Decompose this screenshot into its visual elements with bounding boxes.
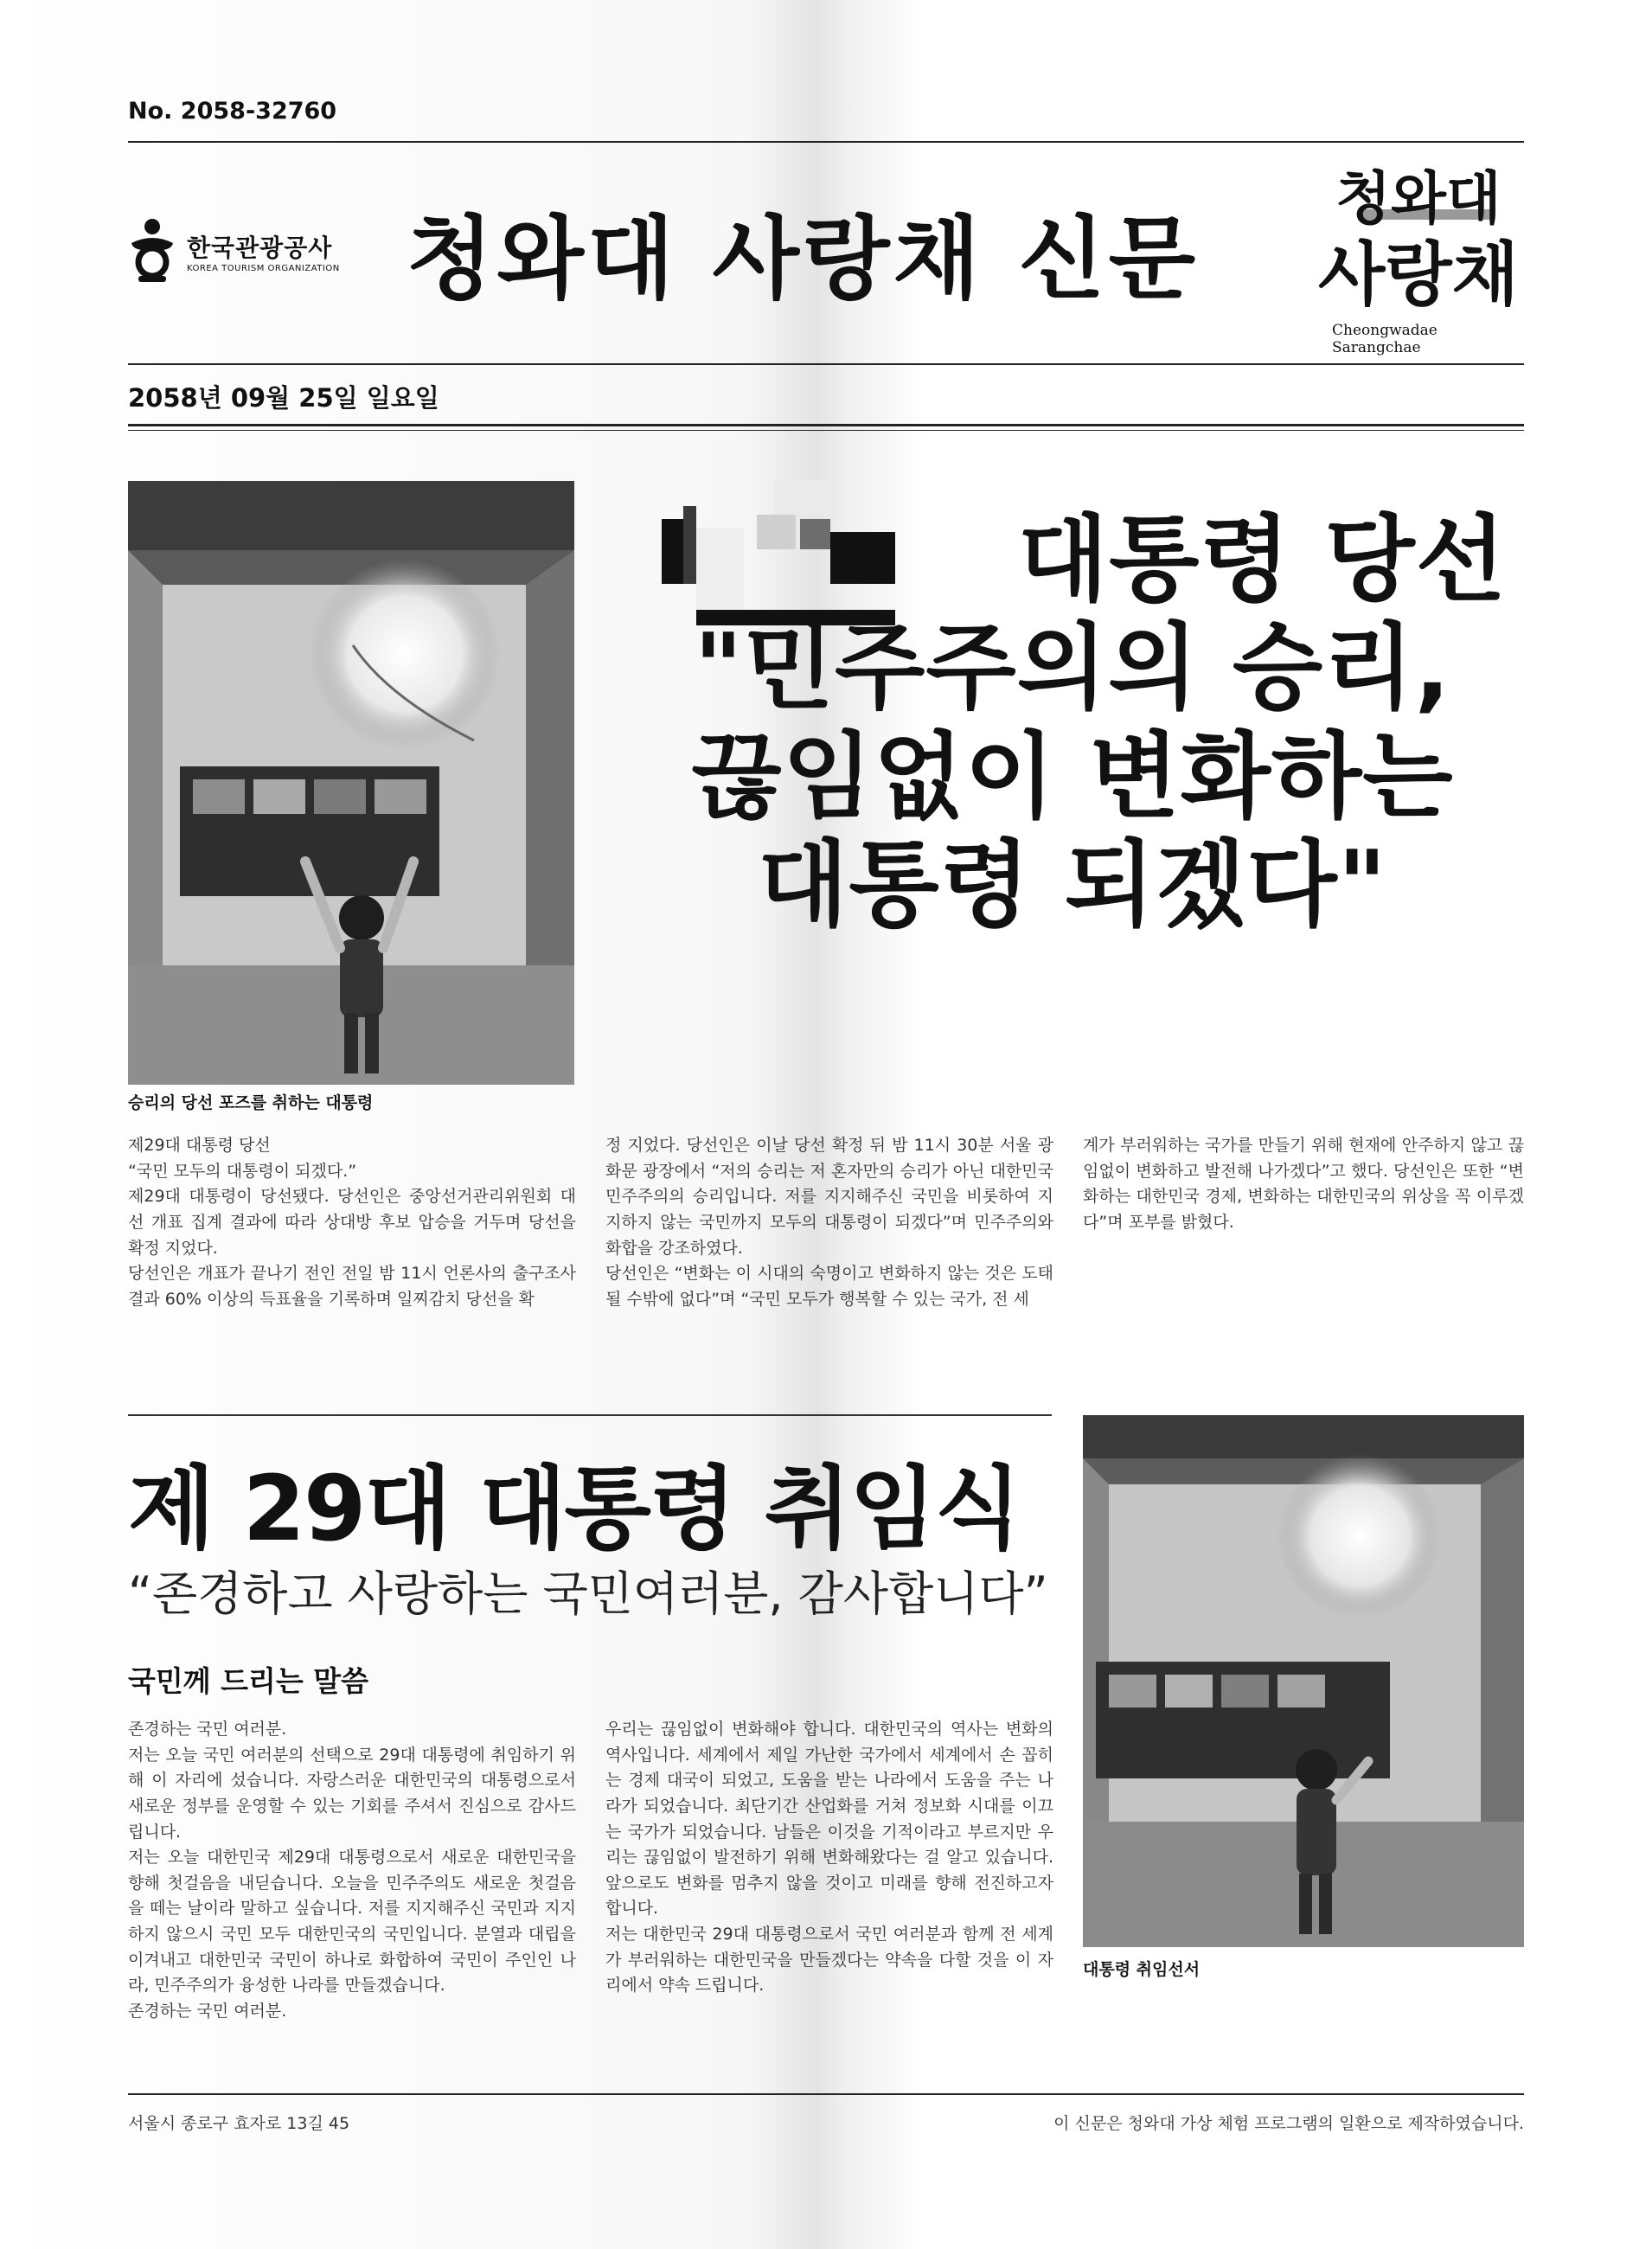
footer-note: 이 신문은 청와대 가상 체험 프로그램의 일환으로 제작하였습니다. [1053,2114,1524,2133]
kto-logo [128,212,353,290]
svg-text:사랑채: 사랑채 [1318,234,1519,315]
speech-col1-p2: 저는 오늘 국민 여러분의 선택으로 29대 대통령에 취임하기 위해 이 자리에 섰습니다. 자랑스러운 대한민국의 대통령으로서 새로운 정부를 운영할 수 있는 기회를 주셔서 진심으로 감사드립니다. [128,1745,576,1842]
speech-col2-p1: 우리는 끊임없이 변화해야 합니다. 대한민국의 역사는 변화의 역사입니다. 세계에서 제일 가난한 국가에서 세계에서 손 꼽히는 경제 대국이 되었고, 도움을 받는 나라에서 도움을 주는 나라가 되었습니다. 최단기간 산업화를 거쳐 정보화 시대를 이끄는 국가가 되었습니다. 남들은 이것을 기적이라고 부르지만 우리는 끊임없이 발전하기 위해 변화해왔다는 걸 알고 있습니다. 앞으로도 변화를 멈추지 않을 것이고 미래를 향해 전진하고자 합니다. [605,1720,1053,1919]
lead-col2-p1: 정 지었다. 당선인은 이날 당선 확정 뒤 밤 11시 30분 서울 광화문 광장에서 “저의 승리는 저 혼자만의 승리가 아닌 대한민국 민주주의의 승리입니다. 저를 지지해주신 국민을 비롯하여 지지하지 않는 국민까지 모두의 대통령이 되겠다”며 민주주의와 화합을 강조하였다. [605,1136,1053,1258]
lead-col2-p2: 당선인은 “변화는 이 시대의 숙명이고 변화하지 않는 것은 도태될 수밖에 없다”며 “국민 모두가 행복할 수 있는 국가, 전 세 [605,1264,1053,1309]
org-name-en: KOREA TOURISM ORGANIZATION [187,263,340,273]
lead-column-3 [1083,1133,1524,1236]
speech-col1-p1: 존경하는 국민 여러분. [128,1720,287,1739]
issue-number: No. 2058-32760 [128,98,337,125]
sarangchae-logo [1315,156,1522,363]
inauguration-photo-caption: 대통령 취임선서 [1083,1960,1201,1979]
header-rule-top [128,141,1524,143]
header-rule-bottom [128,424,1524,426]
issue-date: 2058년 09월 25일 일요일 [128,383,439,413]
lead-col3-p1: 계가 부러워하는 국가를 만들기 위해 현재에 안주하지 않고 끊임없이 변화하고 발전해 나가겠다”고 했다. 당선인은 또한 “변화하는 대한민국 경제, 변화하는 대한민국의 위상을 꼭 이루겠다”며 포부를 밝혔다. [1083,1136,1524,1232]
address-heading: 국민께 드리는 말씀 [128,1664,369,1698]
speech-col1-p4: 존경하는 국민 여러분. [128,2001,287,2021]
lead-headline [605,506,1540,939]
speech-col2-p2: 저는 대한민국 29대 대통령으로서 국민 여러분과 함께 전 세계가 부러워하는 대한민국을 만들겠다는 약속을 다할 것을 이 자리에서 약속 드립니다. [605,1925,1053,1996]
brand-subtitle: Cheongwadae Sarangchae [1332,322,1437,356]
header-rule-mid [128,363,1524,365]
headline-line-1: 대통령 당선 [1017,506,1507,614]
lead-col1-p1: 제29대 대통령 당선 [128,1136,271,1155]
headline-line-2: "민주주의의 승리, [694,614,1451,723]
footer-rule [128,2093,1524,2095]
lead-photo [128,481,574,1085]
lead-column-2 [605,1133,1053,1312]
svg-text:청와대: 청와대 [1335,164,1502,232]
headline-line-3: 끊임없이 변화하는 [691,722,1454,831]
footer-address: 서울시 종로구 효자로 13길 45 [128,2114,350,2133]
lead-column-1 [128,1133,576,1312]
speech-column-1 [128,1717,576,2025]
lead-col1-p3: 제29대 대통령이 당선됐다. 당선인은 중앙선거관리위원회 대선 개표 집계 결과에 따라 상대방 후보 압승을 거두며 당선을 확정 지었다. [128,1187,576,1258]
calligraphy-logo-icon [1315,156,1522,329]
inauguration-title: 제 29대 대통령 취임식 [128,1456,1021,1561]
section-rule [128,1414,1052,1416]
headline-line-4: 대통령 되겠다" [758,830,1387,939]
lead-photo-caption: 승리의 당선 포즈를 취하는 대통령 [128,1093,374,1112]
speech-column-2 [605,1717,1053,1999]
masthead-title: 청와대 사랑채 신문 [407,206,1200,311]
kto-emblem-icon [128,217,176,285]
lead-col1-p4: 당선인은 개표가 끝나기 전인 전일 밤 11시 언론사의 출구조사 결과 60% 이상의 득표율을 기록하며 일찌감치 당선을 확 [128,1264,576,1309]
speech-col1-p3: 저는 오늘 대한민국 제29대 대통령으로서 새로운 대한민국을 향해 첫걸음을 내딛습니다. 오늘을 민주주의도 새로운 첫걸음을 떼는 날이라 말하고 싶습니다. 저를 지지해주신 국민과 지지하지 않으시 국민 모두 대한민국의 국민입니다. 분열과 대립을 이겨내고 대한민국 국민이 하나로 화합하여 국민이 주인인 나라, 민주주의가 융성한 나라를 만들겠습니다. [128,1848,576,1996]
inauguration-subtitle: “존경하고 사랑하는 국민여러분, 감사합니다” [128,1567,1048,1621]
inauguration-photo [1083,1415,1524,1947]
org-name: 한국관광공사 [187,233,333,262]
lead-col1-p2: “국민 모두의 대통령이 되겠다.” [128,1161,357,1181]
header-rule-bottom-thin [128,430,1524,431]
